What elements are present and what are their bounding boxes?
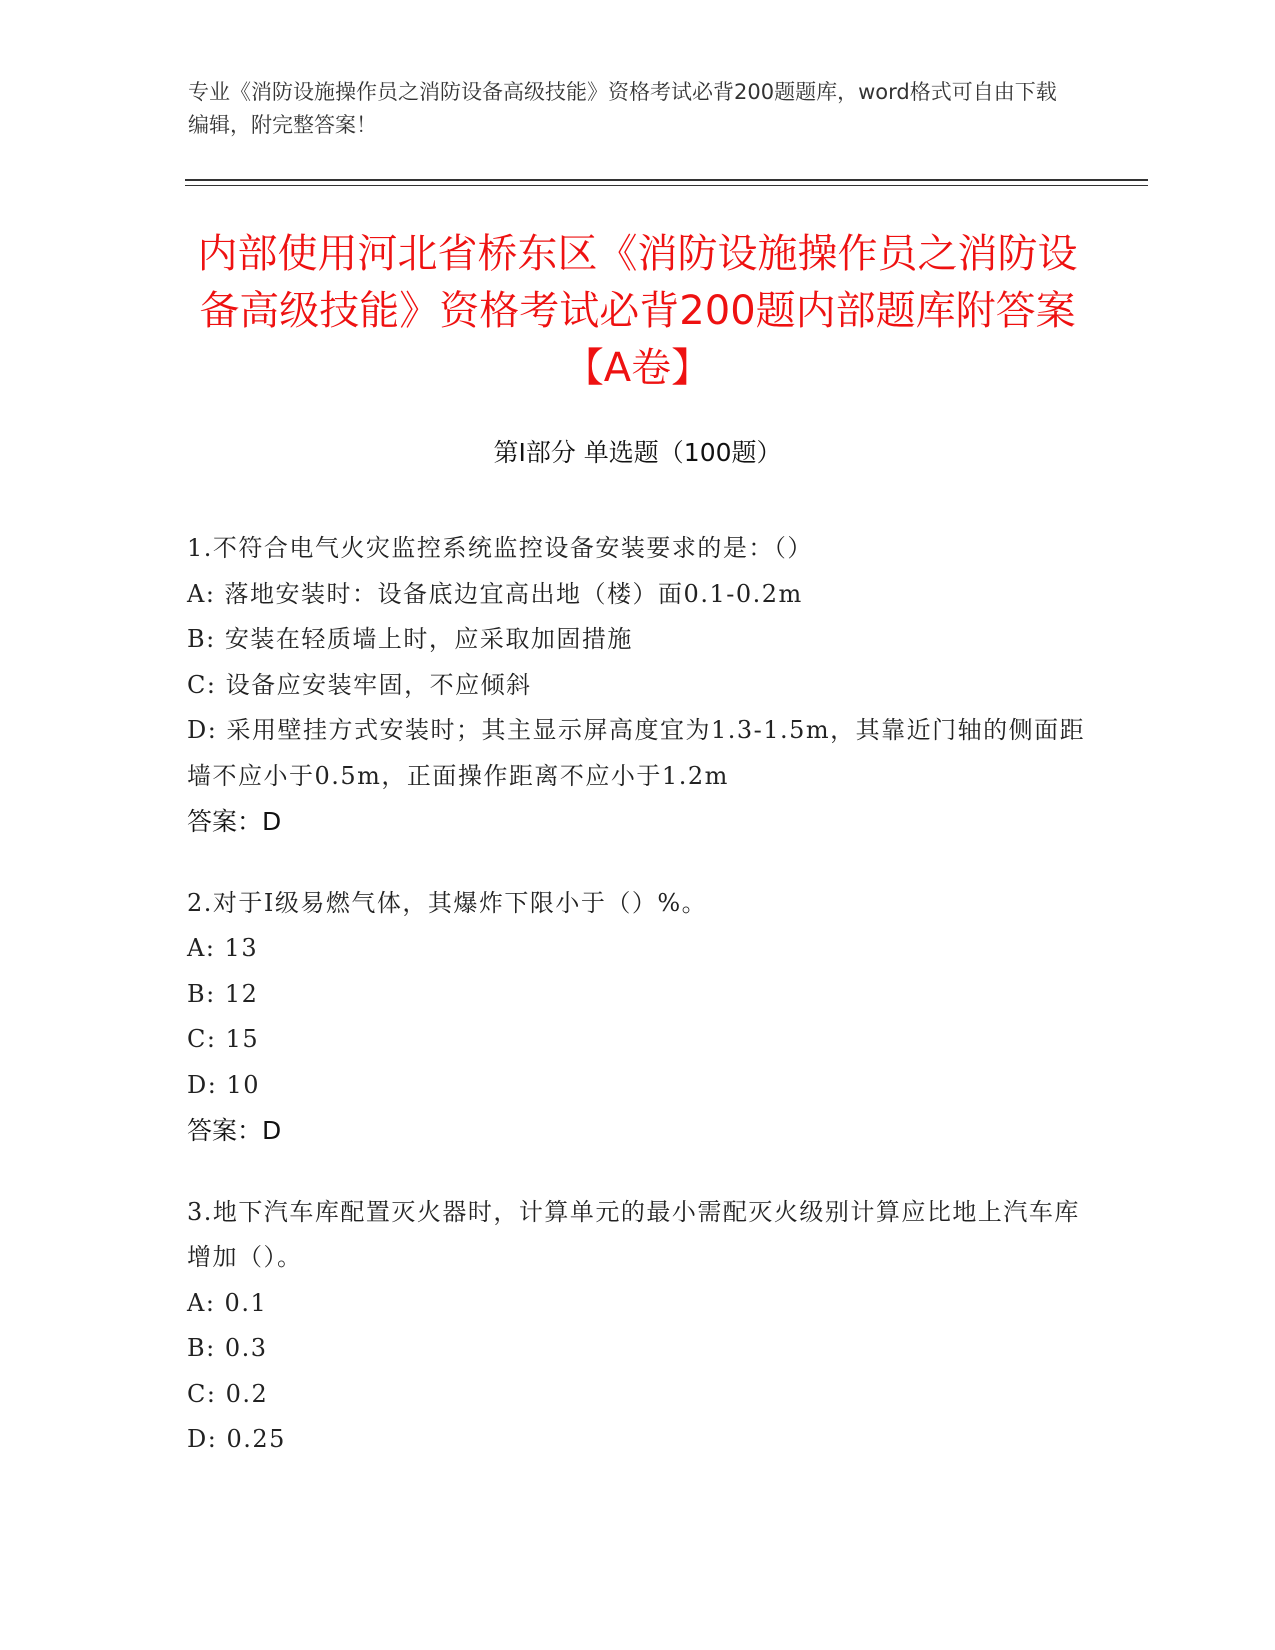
option-c: C: 15 xyxy=(187,1025,260,1053)
option-a: A: 13 xyxy=(187,934,259,962)
option-b: B: 0.3 xyxy=(187,1334,268,1362)
question-list xyxy=(187,526,1087,1499)
answer: 答案：D xyxy=(187,807,282,836)
header-divider-thin xyxy=(185,185,1148,186)
option-a: A: 落地安装时：设备底边宜高出地（楼）面0.1-0.2m xyxy=(187,579,803,608)
question-stem: 1.不符合电气火灾监控系统监控设备安装要求的是：（） xyxy=(187,534,813,562)
header-note: 专业《消防设施操作员之消防设备高级技能》资格考试必背200题题库，word格式可自由下载编辑，附完整答案！ xyxy=(188,80,1057,137)
option-b: B: 安装在轻质墙上时，应采取加固措施 xyxy=(187,625,633,653)
question-1 xyxy=(187,526,1087,845)
option-d: D: 0.25 xyxy=(187,1425,286,1453)
question-3 xyxy=(187,1190,1087,1463)
question-stem: 3.地下汽车库配置灭火器时，计算单元的最小需配灭火级别计算应比地上汽车库增加（）。 xyxy=(187,1197,1080,1271)
section-title: 第I部分 单选题（100题） xyxy=(493,438,782,467)
option-d: D: 10 xyxy=(187,1070,260,1099)
option-b: B: 12 xyxy=(187,979,259,1008)
header-divider-thick xyxy=(185,179,1148,181)
option-c: C: 设备应安装牢固，不应倾斜 xyxy=(187,670,532,699)
option-d: D: 采用壁挂方式安装时；其主显示屏高度宜为1.3-1.5m，其靠近门轴的侧面距墙不应小于0.5m，正面操作距离不应小于1.2m xyxy=(187,716,1086,790)
document-title: 内部使用河北省桥东区《消防设施操作员之消防设备高级技能》资格考试必背200题内部题库附答案【A卷】 xyxy=(197,231,1078,391)
question-2 xyxy=(187,881,1087,1154)
question-stem: 2.对于Ⅰ级易燃气体，其爆炸下限小于（）%。 xyxy=(187,888,708,917)
option-c: C: 0.2 xyxy=(187,1379,269,1408)
option-a: A: 0.1 xyxy=(187,1288,268,1317)
answer: 答案：D xyxy=(187,1116,282,1145)
